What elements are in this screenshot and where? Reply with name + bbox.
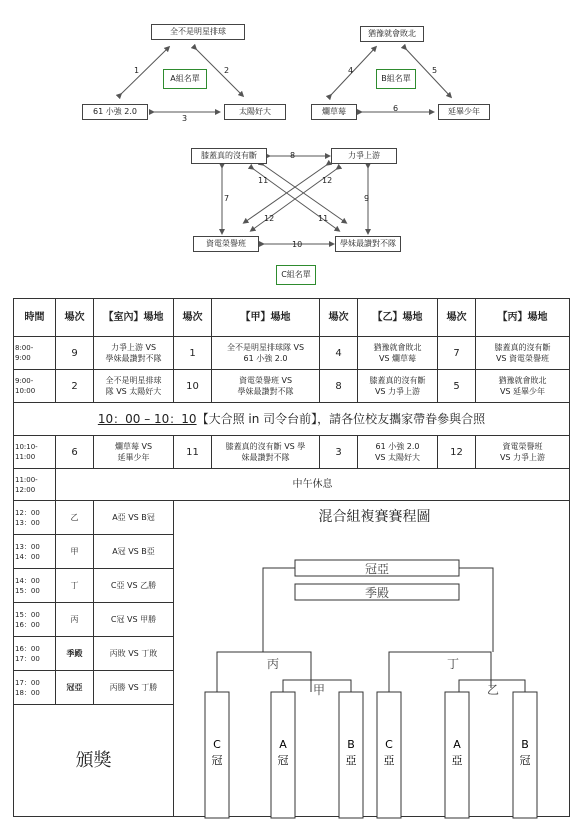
seed-letter: B: [347, 738, 355, 751]
edge-label: 6: [393, 104, 399, 113]
bracket-line: [459, 568, 493, 652]
edge-label: 5: [432, 66, 438, 75]
notice-time: 10：00 – 10：10: [97, 411, 197, 426]
bracket-line: [217, 652, 311, 692]
node-yi: 乙: [487, 683, 500, 697]
seed-box: [205, 692, 229, 818]
header-court-bing: 【丙】場地: [476, 299, 570, 337]
team-box-c4: 學妹最讚對不隊: [335, 236, 401, 252]
match-number: 12: [438, 436, 476, 469]
edge-label: 12: [264, 214, 275, 223]
match-teams: 資電榮譽班 VS 力爭上游: [476, 436, 570, 469]
edge-label: 8: [290, 151, 296, 160]
match-number: 5: [438, 370, 476, 403]
court-name: 乙: [56, 501, 94, 535]
edge-label: 9: [364, 194, 370, 203]
mixed-match: A冠 VS B亞: [94, 535, 174, 569]
group-b-label: B組名單: [376, 69, 416, 89]
team-box-a1: 全不是明星排球: [151, 24, 245, 40]
seed-boxes: [205, 692, 537, 818]
match-number: 1: [174, 337, 212, 370]
header-match: 場次: [438, 299, 476, 337]
edge-label: 10: [292, 240, 303, 249]
court-name: 丙: [56, 603, 94, 637]
edge-label: 1: [134, 66, 140, 75]
match-teams: 膝蓋真的沒有斷 VS 資電榮譽班: [476, 337, 570, 370]
node-jia: 甲: [313, 683, 326, 697]
match-teams: 膝蓋真的沒有斷 VS 學 妹最讚對不隊: [212, 436, 320, 469]
row-time: 17：00 18：00: [14, 671, 56, 705]
court-name: 甲: [56, 535, 94, 569]
mixed-match: C亞 VS 乙勝: [94, 569, 174, 603]
header-court-yi: 【乙】場地: [358, 299, 438, 337]
row-time: 15：00 16：00: [14, 603, 56, 637]
seed-box: [513, 692, 537, 818]
court-name: 冠亞: [56, 671, 94, 705]
edge-label: 4: [348, 66, 354, 75]
match-teams: 全不是明星排球 隊 VS 太陽好大: [94, 370, 174, 403]
seed-letter: B: [521, 738, 529, 751]
bracket-line: [389, 652, 491, 692]
match-teams: 全不是明星排球隊 VS 61 小強 2.0: [212, 337, 320, 370]
row-time: 14：00 15：00: [14, 569, 56, 603]
table-row: [14, 370, 570, 403]
match-teams: 資電榮譽班 VS 學妹最讚對不隊: [212, 370, 320, 403]
seed-box: [377, 692, 401, 818]
court-name: 丁: [56, 569, 94, 603]
match-teams: 爛草莓 VS 延畢少年: [94, 436, 174, 469]
seed-rank: 冠: [519, 754, 531, 767]
team-box-a2: 61 小強 2.0: [82, 104, 148, 120]
team-box-b3: 延畢少年: [438, 104, 490, 120]
seed-letter: A: [453, 738, 461, 751]
team-box-c1: 膝蓋真的沒有斷: [191, 148, 267, 164]
seed-rank: 冠: [277, 754, 289, 767]
mixed-match: A亞 VS B冠: [94, 501, 174, 535]
row-time: 13：00 14：00: [14, 535, 56, 569]
mixed-match: 丙敗 VS 丁敗: [94, 637, 174, 671]
table-row: [14, 337, 570, 370]
mixed-match: 丙勝 VS 丁勝: [94, 671, 174, 705]
header-match: 場次: [174, 299, 212, 337]
match-teams: 力爭上游 VS 學妹最讚對不隊: [94, 337, 174, 370]
seed-rank: 亞: [451, 754, 463, 767]
edge-label: 11: [258, 176, 269, 185]
match-teams: 猶豫就會敗北 VS 爛草莓: [358, 337, 438, 370]
header-match: 場次: [320, 299, 358, 337]
seed-letter: C: [385, 738, 393, 751]
team-box-c2: 力爭上游: [331, 148, 397, 164]
match-teams: 猶豫就會敗北 VS 延畢少年: [476, 370, 570, 403]
row-time: 16：00 17：00: [14, 637, 56, 671]
final-label: 冠亞: [364, 562, 390, 576]
row-time: 9:00- 10:00: [14, 370, 56, 403]
seed-letter: A: [279, 738, 287, 751]
seed-box: [271, 692, 295, 818]
match-number: 8: [320, 370, 358, 403]
header-indoor: 【室內】場地: [94, 299, 174, 337]
match-teams: 膝蓋真的沒有斷 VS 力爭上游: [358, 370, 438, 403]
header-time: 時間: [14, 299, 56, 337]
mixed-match: C冠 VS 甲勝: [94, 603, 174, 637]
match-number: 7: [438, 337, 476, 370]
notice-row: [14, 403, 570, 436]
seed-letter: C: [213, 738, 221, 751]
table-header-row: [14, 299, 570, 337]
seed-rank: 亞: [383, 754, 395, 767]
group-diagram-lines: [0, 0, 578, 295]
lunch-break: 中午休息: [56, 469, 570, 501]
node-bing: 丙: [267, 657, 280, 671]
notice-text: 【大合照 in 司令台前】，請各位校友攜家帶眷參與合照: [196, 411, 486, 426]
header-match: 場次: [56, 299, 94, 337]
group-c-label: C組名單: [276, 265, 316, 285]
third-place-label: 季殿: [364, 586, 390, 600]
lunch-row: [14, 469, 570, 501]
edge-label: 3: [182, 114, 188, 123]
node-ding: 丁: [447, 657, 460, 671]
seed-box: [339, 692, 363, 818]
award-ceremony: 頒獎: [14, 705, 174, 817]
team-box-b1: 猶豫就會敗北: [360, 26, 424, 42]
match-teams: 61 小強 2.0 VS 太陽好大: [358, 436, 438, 469]
court-name: 季殿: [56, 637, 94, 671]
team-box-c3: 資電榮譽班: [193, 236, 259, 252]
bracket-line: [263, 568, 295, 652]
seed-box: [445, 692, 469, 818]
edge-label: 2: [224, 66, 230, 75]
match-number: 3: [320, 436, 358, 469]
edge-label: 12: [322, 176, 333, 185]
bracket-diagram: [179, 540, 569, 822]
row-time: 10:10- 11:00: [14, 436, 56, 469]
group-photo-notice: [14, 403, 570, 436]
match-number: 4: [320, 337, 358, 370]
match-number: 10: [174, 370, 212, 403]
team-box-a3: 太陽好大: [224, 104, 286, 120]
row-time: 11:00- 12:00: [14, 469, 56, 501]
match-number: 2: [56, 370, 94, 403]
table-row: [14, 436, 570, 469]
seed-rank: 亞: [345, 754, 357, 767]
edge-label: 7: [224, 194, 230, 203]
edge-label: 11: [318, 214, 329, 223]
header-court-jia: 【甲】場地: [212, 299, 320, 337]
bracket-title: 混合組複賽賽程圖: [318, 509, 431, 525]
row-time: 8:00- 9:00: [14, 337, 56, 370]
seed-rank: 冠: [211, 754, 223, 767]
team-box-b2: 爛草莓: [311, 104, 357, 120]
match-number: 6: [56, 436, 94, 469]
row-time: 12：00 13：00: [14, 501, 56, 535]
match-number: 11: [174, 436, 212, 469]
group-a-label: A組名單: [163, 69, 207, 89]
match-number: 9: [56, 337, 94, 370]
